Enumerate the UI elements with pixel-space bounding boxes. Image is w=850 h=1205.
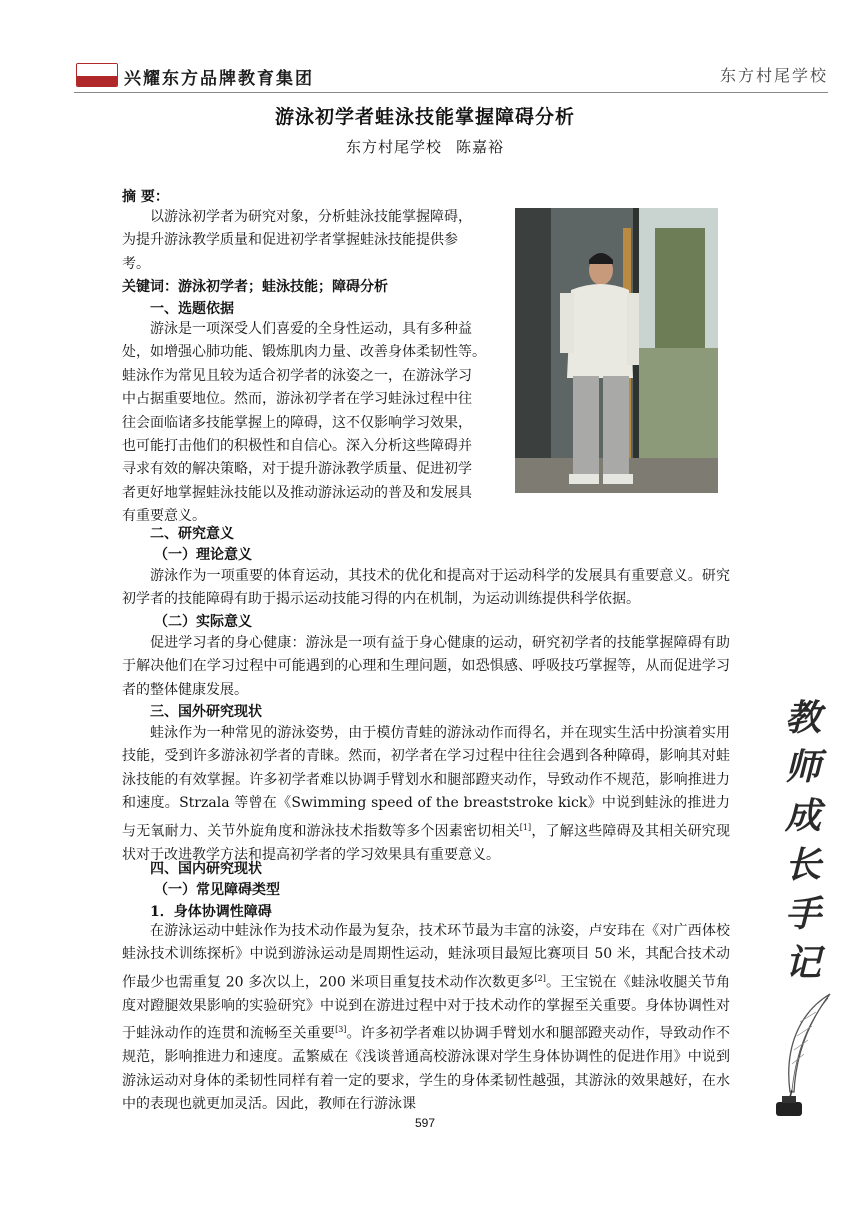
section-1-text (122, 318, 517, 529)
section-4-heading: 四、国内研究现状 (150, 861, 262, 877)
section-4-paragraph (122, 920, 730, 1117)
section-2-paragraph-1: 游泳作为一项重要的体育运动，其技术的优化和提高对于运动科学的发展具有重要意义。研究初学者的技能障碍有助于揭示运动技能习得的内在机制，为运动训练提供科学依据。 (122, 568, 730, 608)
sidebar-char: 长 (784, 844, 821, 886)
section-1-line: 也可能打击他们的积极性和自信心。深入分析这些障碍并 (122, 438, 472, 455)
section-2-paragraph-2: 促进学习者的身心健康：游泳是一项有益于身心健康的运动，研究初学者的技能掌握障碍有助于解决他们在学习过程中可能遇到的心理和生理问题，如恐惧感、呼吸技巧掌握等，从而促进学习者的整体健康发展。 (122, 635, 730, 698)
author-line (0, 136, 850, 157)
abstract-line: 考。 (122, 255, 150, 272)
section-1-line: 者更好地掌握蛙泳技能以及推动游泳运动的普及和发展具 (122, 484, 472, 501)
section-1-line: 寻求有效的解决策略，对于提升游泳教学质量、促进初学 (122, 461, 472, 478)
section-3-heading: 三、国外研究现状 (150, 704, 262, 720)
section-1-line: 处，如增强心肺功能、锻炼肌肉力量、改善身体柔韧性等。 (122, 344, 486, 361)
author-school: 东方村尾学校 (345, 138, 442, 156)
keywords: 关键词：游泳初学者；蛙泳技能；障碍分析 (122, 279, 388, 295)
section-2-heading: 二、研究意义 (150, 526, 234, 542)
author-photo (515, 208, 718, 493)
section-1-line: 蛙泳作为常见且较为适合初学者的泳姿之一，在游泳学习 (122, 367, 472, 384)
section-3-text-b: ，了解这些障碍及其相关研究现状对于改进教学方法和提高初学者的学习效果具有重要意义。 (122, 823, 731, 863)
sidebar-char: 成 (784, 795, 821, 837)
section-2-sub-2: （二）实际意义 (154, 614, 252, 630)
header-divider (74, 92, 828, 93)
section-3-text-a: 蛙泳作为一种常见的游泳姿势，由于模仿青蛙的游泳动作而得名，并在现实生活中扮演着实用技能，受到许多游泳初学者的青睐。然而，初学者在学习过程中往往会遇到各种障碍，影响其对蛙泳技能的有效掌握。许多初学者难以协调手臂划水和腿部蹬夹动作，导致动作不规范，影响推进力和速度。Strzala 等曾在《Swimming speed of the breaststroke kick》中说到蛙泳的推进力与无氧耐力、关节外旋角度和游泳技术指数等多个因素密切相关 (122, 725, 730, 840)
section-1-heading: 一、选题依据 (150, 301, 234, 317)
author-photo-illustration (515, 208, 718, 493)
group-name: 兴耀东方品牌教育集团 (124, 69, 314, 89)
sidebar-char: 师 (784, 746, 821, 788)
section-1-line: 往会面临诸多技能掌握上的障碍，这不仅影响学习效果， (122, 414, 472, 431)
article-title: 游泳初学者蛙泳技能掌握障碍分析 (274, 106, 575, 128)
sidebar-char: 教 (784, 697, 821, 739)
abstract-line: 以游泳初学者为研究对象，分析蛙泳技能掌握障碍， (150, 209, 472, 225)
section-3-paragraph (122, 722, 730, 867)
section-4-text-c: 。许多初学者难以协调手臂划水和腿部蹬夹动作，导致动作不规范，影响推进力和速度。孟繁威在《浅谈普通高校游泳课对学生身体协调性的促进作用》中说到游泳运动对身体的柔韧性同样有着一定的要求，学生的身体柔韧性越强，其游泳的效果越好，在水中的表现也就更加灵活。因此，教师在行游泳课 (122, 1025, 731, 1113)
citation-3: [3] (335, 1025, 347, 1035)
author-name: 陈嘉裕 (456, 138, 505, 156)
abstract-text (122, 206, 517, 276)
sidebar-char: 手 (784, 893, 821, 935)
section-1-line: 有重要意义。 (122, 508, 206, 525)
sidebar-char: 记 (784, 942, 821, 984)
section-4-item-1: 1．身体协调性障碍 (150, 904, 272, 920)
section-4-text-a: 在游泳运动中蛙泳作为技术动作最为复杂，技术环节最为丰富的泳姿，卢安玮在《对广西体校蛙泳技术训练探析》中说到游泳运动是周期性运动，蛙泳项目最短比赛项目 50 米，其配合技术动作最少也需重复 20 多次以上，200 米项目重复技术动作次数更多 (122, 923, 730, 991)
sidebar-title (778, 694, 828, 988)
section-2-sub-1: （一）理论意义 (154, 547, 252, 563)
abstract-label: 摘 要： (122, 189, 169, 205)
section-4-sub-1: （一）常见障碍类型 (154, 882, 280, 898)
section-4-text-b: 。王宝锐在《蛙泳收腿关节角度对蹬腿效果影响的实验研究》中说到在游进过程中对于技术动作的掌握至关重要。身体协调性对于蛙泳动作的连贯和流畅至关重要 (122, 974, 731, 1042)
page-number: 597 (414, 1116, 436, 1130)
header-school-name: 东方村尾学校 (719, 66, 828, 85)
citation-2: [2] (534, 973, 546, 983)
quill-pen-icon (770, 992, 836, 1120)
section-1-line: 中占据重要地位。然而，游泳初学者在学习蛙泳过程中往 (122, 391, 472, 408)
section-1-line: 游泳是一项深受人们喜爱的全身性运动，具有多种益 (150, 321, 472, 337)
citation-1: [1] (519, 822, 532, 832)
group-logo (76, 63, 118, 87)
abstract-line: 为提升游泳教学质量和促进初学者掌握蛙泳技能提供参 (122, 232, 458, 249)
